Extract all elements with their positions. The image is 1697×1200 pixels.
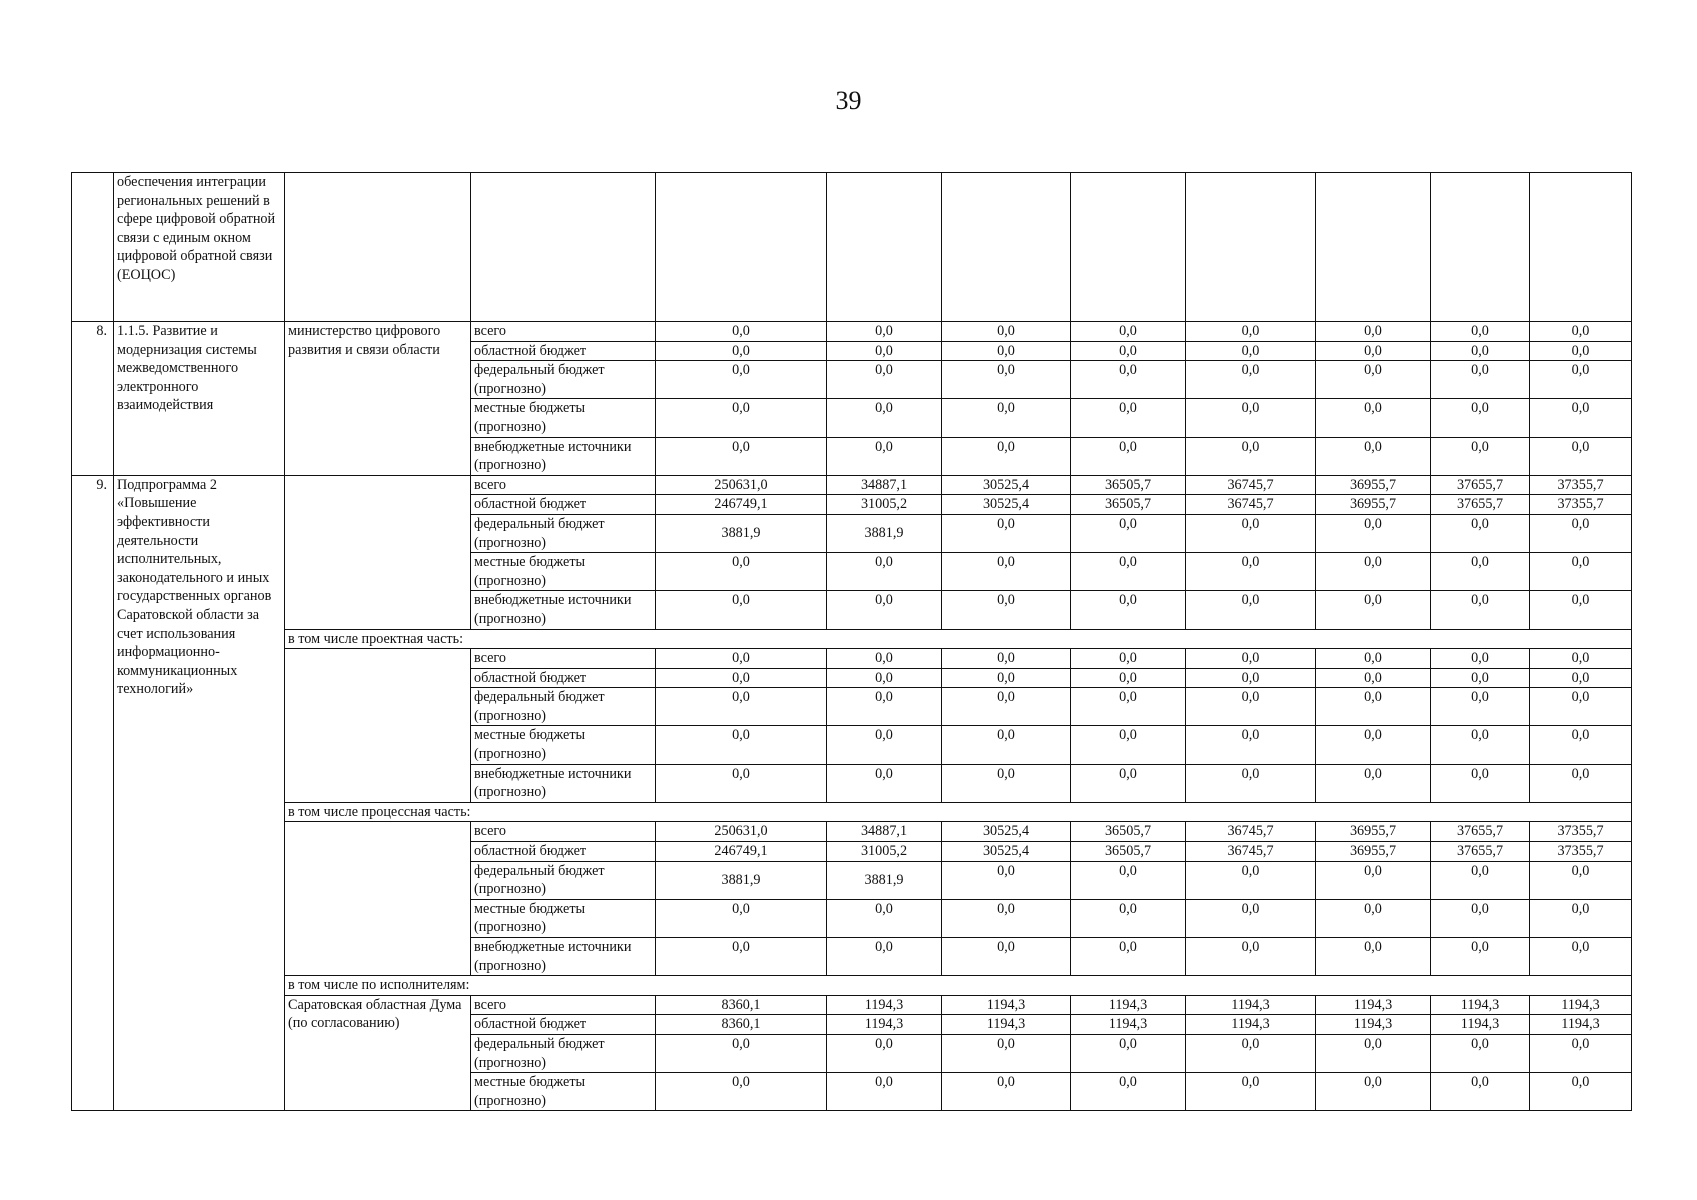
value-cell: 0,0	[1071, 668, 1186, 688]
value-cell: 0,0	[827, 341, 942, 361]
value-cell: 0,0	[1316, 899, 1431, 937]
value-cell: 37355,7	[1530, 842, 1632, 862]
value-cell: 36505,7	[1071, 475, 1186, 495]
value-cell: 1194,3	[1186, 1015, 1316, 1035]
value-cell: 0,0	[1071, 322, 1186, 342]
value-cell: 0,0	[656, 361, 827, 399]
value-cell: 0,0	[1530, 341, 1632, 361]
value-cell: 0,0	[827, 649, 942, 669]
value-cell: 0,0	[1530, 1073, 1632, 1111]
value-cell: 30525,4	[942, 475, 1071, 495]
empty-cell	[942, 173, 1071, 322]
value-cell: 37655,7	[1431, 475, 1530, 495]
value-cell: 1194,3	[942, 995, 1071, 1015]
value-cell: 0,0	[656, 649, 827, 669]
source-label: областной бюджет	[471, 842, 656, 862]
row-number	[72, 173, 114, 322]
value-cell: 0,0	[1431, 649, 1530, 669]
value-cell: 0,0	[1186, 861, 1316, 899]
value-cell: 0,0	[1530, 688, 1632, 726]
value-cell: 0,0	[1316, 361, 1431, 399]
executor: министерство цифрового развития и связи области	[285, 322, 471, 476]
value-cell: 3881,9	[827, 514, 942, 552]
value-cell: 0,0	[1530, 553, 1632, 591]
value-cell: 0,0	[1530, 361, 1632, 399]
empty-cell	[1530, 173, 1632, 322]
source-label: внебюджетные источники (прогнозно)	[471, 764, 656, 802]
value-cell: 0,0	[1530, 514, 1632, 552]
value-cell: 0,0	[942, 322, 1071, 342]
value-cell: 1194,3	[1530, 995, 1632, 1015]
value-cell: 0,0	[1431, 899, 1530, 937]
row-number: 9.	[72, 475, 114, 1111]
value-cell: 0,0	[827, 726, 942, 764]
value-cell: 0,0	[1071, 688, 1186, 726]
value-cell: 0,0	[942, 553, 1071, 591]
activity-name: обеспечения интеграции региональных решений в сфере цифровой обратной связи с единым окном цифровой обратной связи (ЕОЦОС)	[114, 173, 285, 322]
section-header	[72, 976, 1632, 996]
source-label: федеральный бюджет (прогнозно)	[471, 1034, 656, 1072]
value-cell: 0,0	[1316, 668, 1431, 688]
value-cell: 0,0	[942, 764, 1071, 802]
value-cell: 0,0	[1186, 361, 1316, 399]
value-cell: 0,0	[1316, 861, 1431, 899]
value-cell: 30525,4	[942, 822, 1071, 842]
value-cell: 0,0	[1186, 322, 1316, 342]
value-cell: 0,0	[942, 361, 1071, 399]
value-cell: 0,0	[1431, 1034, 1530, 1072]
value-cell: 0,0	[1071, 649, 1186, 669]
value-cell: 0,0	[1071, 553, 1186, 591]
value-cell: 0,0	[1316, 726, 1431, 764]
value-cell: 0,0	[656, 938, 827, 976]
value-cell: 37355,7	[1530, 495, 1632, 515]
value-cell: 1194,3	[827, 995, 942, 1015]
value-cell: 0,0	[1071, 938, 1186, 976]
table-row	[72, 322, 1632, 342]
value-cell: 250631,0	[656, 822, 827, 842]
value-cell: 0,0	[1431, 764, 1530, 802]
value-cell: 0,0	[942, 726, 1071, 764]
source-label: всего	[471, 322, 656, 342]
value-cell: 0,0	[1071, 899, 1186, 937]
value-cell: 0,0	[1431, 668, 1530, 688]
section-title: в том числе по исполнителям:	[285, 976, 1632, 996]
value-cell: 1194,3	[1316, 1015, 1431, 1035]
value-cell: 0,0	[1530, 668, 1632, 688]
value-cell: 0,0	[1316, 649, 1431, 669]
value-cell: 0,0	[1530, 1034, 1632, 1072]
source-label: федеральный бюджет (прогнозно)	[471, 861, 656, 899]
value-cell: 8360,1	[656, 995, 827, 1015]
value-cell: 0,0	[1431, 938, 1530, 976]
value-cell: 0,0	[827, 361, 942, 399]
value-cell: 1194,3	[1530, 1015, 1632, 1035]
value-cell: 0,0	[656, 322, 827, 342]
value-cell: 0,0	[1316, 437, 1431, 475]
executor	[285, 822, 471, 976]
value-cell: 0,0	[942, 938, 1071, 976]
value-cell: 36745,7	[1186, 475, 1316, 495]
value-cell: 36745,7	[1186, 822, 1316, 842]
value-cell: 0,0	[1071, 514, 1186, 552]
value-cell: 0,0	[1316, 553, 1431, 591]
value-cell: 0,0	[656, 764, 827, 802]
value-cell: 0,0	[1071, 1073, 1186, 1111]
empty-cell	[285, 173, 471, 322]
value-cell: 0,0	[942, 899, 1071, 937]
empty-cell	[827, 173, 942, 322]
value-cell: 0,0	[1186, 1073, 1316, 1111]
value-cell: 0,0	[827, 553, 942, 591]
value-cell: 31005,2	[827, 842, 942, 862]
value-cell: 0,0	[1186, 764, 1316, 802]
value-cell: 0,0	[656, 341, 827, 361]
value-cell: 8360,1	[656, 1015, 827, 1035]
source-label: федеральный бюджет (прогнозно)	[471, 361, 656, 399]
value-cell: 0,0	[827, 899, 942, 937]
value-cell: 36955,7	[1316, 475, 1431, 495]
value-cell: 36505,7	[1071, 842, 1186, 862]
section-title: в том числе проектная часть:	[285, 629, 1632, 649]
value-cell: 0,0	[1186, 514, 1316, 552]
value-cell: 0,0	[656, 399, 827, 437]
value-cell: 0,0	[1431, 437, 1530, 475]
empty-cell	[471, 173, 656, 322]
value-cell: 36955,7	[1316, 842, 1431, 862]
value-cell: 0,0	[1186, 649, 1316, 669]
value-cell: 0,0	[827, 322, 942, 342]
value-cell: 0,0	[827, 938, 942, 976]
value-cell: 0,0	[1316, 322, 1431, 342]
value-cell: 37655,7	[1431, 495, 1530, 515]
value-cell: 0,0	[1316, 1034, 1431, 1072]
executor: Саратовская областная Дума (по согласованию)	[285, 995, 471, 1111]
value-cell: 0,0	[1186, 726, 1316, 764]
empty-cell	[656, 173, 827, 322]
value-cell: 37655,7	[1431, 822, 1530, 842]
value-cell: 1194,3	[1071, 1015, 1186, 1035]
value-cell: 0,0	[1071, 764, 1186, 802]
source-label: местные бюджеты (прогнозно)	[471, 1073, 656, 1111]
value-cell: 0,0	[1186, 668, 1316, 688]
table-row	[72, 649, 1632, 669]
section-title: в том числе процессная часть:	[285, 802, 1632, 822]
value-cell: 30525,4	[942, 495, 1071, 515]
value-cell: 0,0	[1316, 938, 1431, 976]
value-cell: 0,0	[827, 1073, 942, 1111]
value-cell: 0,0	[1071, 726, 1186, 764]
value-cell: 30525,4	[942, 842, 1071, 862]
value-cell: 0,0	[656, 726, 827, 764]
table-row	[72, 822, 1632, 842]
value-cell: 0,0	[1316, 688, 1431, 726]
value-cell: 0,0	[1071, 861, 1186, 899]
value-cell: 0,0	[1316, 591, 1431, 629]
activity-name: 1.1.5. Развитие и модернизация системы межведомственного электронного взаимодействия	[114, 322, 285, 476]
value-cell: 0,0	[1186, 688, 1316, 726]
value-cell: 0,0	[827, 764, 942, 802]
empty-cell	[1316, 173, 1431, 322]
value-cell: 0,0	[1316, 764, 1431, 802]
value-cell: 0,0	[1530, 399, 1632, 437]
value-cell: 250631,0	[656, 475, 827, 495]
empty-cell	[1431, 173, 1530, 322]
source-label: местные бюджеты (прогнозно)	[471, 553, 656, 591]
source-label: местные бюджеты (прогнозно)	[471, 399, 656, 437]
value-cell: 0,0	[1186, 1034, 1316, 1072]
source-label: внебюджетные источники (прогнозно)	[471, 938, 656, 976]
value-cell: 0,0	[827, 591, 942, 629]
table-body	[72, 173, 1632, 1111]
value-cell: 0,0	[1431, 399, 1530, 437]
value-cell: 0,0	[942, 399, 1071, 437]
value-cell: 0,0	[1431, 591, 1530, 629]
value-cell: 246749,1	[656, 495, 827, 515]
value-cell: 0,0	[656, 553, 827, 591]
source-label: местные бюджеты (прогнозно)	[471, 726, 656, 764]
value-cell: 0,0	[1071, 437, 1186, 475]
value-cell: 0,0	[942, 514, 1071, 552]
page-number: 39	[835, 86, 862, 115]
value-cell: 0,0	[827, 668, 942, 688]
value-cell: 0,0	[1186, 938, 1316, 976]
source-label: федеральный бюджет (прогнозно)	[471, 514, 656, 552]
value-cell: 246749,1	[656, 842, 827, 862]
table-row	[72, 475, 1632, 495]
value-cell: 1194,3	[1431, 995, 1530, 1015]
value-cell: 36505,7	[1071, 822, 1186, 842]
value-cell: 0,0	[827, 437, 942, 475]
value-cell: 36745,7	[1186, 842, 1316, 862]
value-cell: 3881,9	[827, 861, 942, 899]
value-cell: 0,0	[942, 649, 1071, 669]
value-cell: 31005,2	[827, 495, 942, 515]
value-cell: 0,0	[1530, 938, 1632, 976]
empty-cell	[1186, 173, 1316, 322]
value-cell: 3881,9	[656, 861, 827, 899]
value-cell: 0,0	[1530, 322, 1632, 342]
value-cell: 1194,3	[1316, 995, 1431, 1015]
value-cell: 0,0	[1316, 399, 1431, 437]
executor	[285, 475, 471, 629]
source-label: местные бюджеты (прогнозно)	[471, 899, 656, 937]
value-cell: 34887,1	[827, 822, 942, 842]
value-cell: 0,0	[1186, 399, 1316, 437]
value-cell: 1194,3	[827, 1015, 942, 1035]
value-cell: 0,0	[1071, 361, 1186, 399]
table-row	[72, 173, 1632, 322]
value-cell: 0,0	[942, 1034, 1071, 1072]
value-cell: 0,0	[1316, 341, 1431, 361]
value-cell: 0,0	[1530, 726, 1632, 764]
value-cell: 0,0	[827, 1034, 942, 1072]
source-label: областной бюджет	[471, 495, 656, 515]
value-cell: 0,0	[1530, 861, 1632, 899]
value-cell: 0,0	[1186, 899, 1316, 937]
value-cell: 0,0	[1431, 688, 1530, 726]
value-cell: 0,0	[1530, 649, 1632, 669]
value-cell: 0,0	[1431, 322, 1530, 342]
value-cell: 36955,7	[1316, 822, 1431, 842]
value-cell: 0,0	[942, 668, 1071, 688]
value-cell: 0,0	[1431, 1073, 1530, 1111]
value-cell: 0,0	[942, 591, 1071, 629]
value-cell: 0,0	[827, 688, 942, 726]
value-cell: 0,0	[1530, 437, 1632, 475]
source-label: всего	[471, 995, 656, 1015]
value-cell: 36745,7	[1186, 495, 1316, 515]
value-cell: 0,0	[656, 668, 827, 688]
source-label: всего	[471, 822, 656, 842]
value-cell: 36955,7	[1316, 495, 1431, 515]
section-header	[72, 802, 1632, 822]
value-cell: 0,0	[1186, 437, 1316, 475]
value-cell: 0,0	[1431, 861, 1530, 899]
value-cell: 0,0	[942, 341, 1071, 361]
value-cell: 0,0	[1530, 899, 1632, 937]
section-header	[72, 629, 1632, 649]
value-cell: 0,0	[656, 437, 827, 475]
value-cell: 0,0	[1071, 399, 1186, 437]
value-cell: 1194,3	[1431, 1015, 1530, 1035]
executor	[285, 649, 471, 803]
value-cell: 0,0	[1530, 591, 1632, 629]
budget-table	[71, 172, 1632, 1111]
value-cell: 36505,7	[1071, 495, 1186, 515]
value-cell: 0,0	[656, 688, 827, 726]
value-cell: 0,0	[1431, 553, 1530, 591]
empty-cell	[1071, 173, 1186, 322]
value-cell: 0,0	[1431, 341, 1530, 361]
source-label: внебюджетные источники (прогнозно)	[471, 437, 656, 475]
source-label: внебюджетные источники (прогнозно)	[471, 591, 656, 629]
value-cell: 34887,1	[827, 475, 942, 495]
value-cell: 37355,7	[1530, 822, 1632, 842]
value-cell: 0,0	[1530, 764, 1632, 802]
value-cell: 0,0	[827, 399, 942, 437]
value-cell: 0,0	[1316, 514, 1431, 552]
value-cell: 0,0	[942, 437, 1071, 475]
value-cell: 0,0	[1316, 1073, 1431, 1111]
value-cell: 3881,9	[656, 514, 827, 552]
value-cell: 0,0	[1071, 1034, 1186, 1072]
source-label: областной бюджет	[471, 668, 656, 688]
value-cell: 0,0	[1186, 591, 1316, 629]
source-label: областной бюджет	[471, 341, 656, 361]
row-number: 8.	[72, 322, 114, 476]
value-cell: 37355,7	[1530, 475, 1632, 495]
source-label: всего	[471, 475, 656, 495]
value-cell: 0,0	[1431, 726, 1530, 764]
value-cell: 0,0	[656, 1034, 827, 1072]
value-cell: 0,0	[942, 688, 1071, 726]
value-cell: 0,0	[656, 899, 827, 937]
value-cell: 1194,3	[942, 1015, 1071, 1035]
table-row	[72, 995, 1632, 1015]
value-cell: 0,0	[1431, 514, 1530, 552]
value-cell: 0,0	[1071, 341, 1186, 361]
value-cell: 0,0	[1431, 361, 1530, 399]
value-cell: 37655,7	[1431, 842, 1530, 862]
value-cell: 0,0	[942, 861, 1071, 899]
value-cell: 0,0	[656, 1073, 827, 1111]
value-cell: 0,0	[1186, 553, 1316, 591]
activity-name: Подпрограмма 2 «Повышение эффективности деятельности исполнительных, законодательного и иных государственных органов Саратовской области за счет использования информационно-коммуникационных технологий»	[114, 475, 285, 1111]
source-label: федеральный бюджет (прогнозно)	[471, 688, 656, 726]
value-cell: 0,0	[942, 1073, 1071, 1111]
value-cell: 1194,3	[1186, 995, 1316, 1015]
source-label: областной бюджет	[471, 1015, 656, 1035]
value-cell: 0,0	[1071, 591, 1186, 629]
source-label: всего	[471, 649, 656, 669]
value-cell: 1194,3	[1071, 995, 1186, 1015]
value-cell: 0,0	[1186, 341, 1316, 361]
value-cell: 0,0	[656, 591, 827, 629]
